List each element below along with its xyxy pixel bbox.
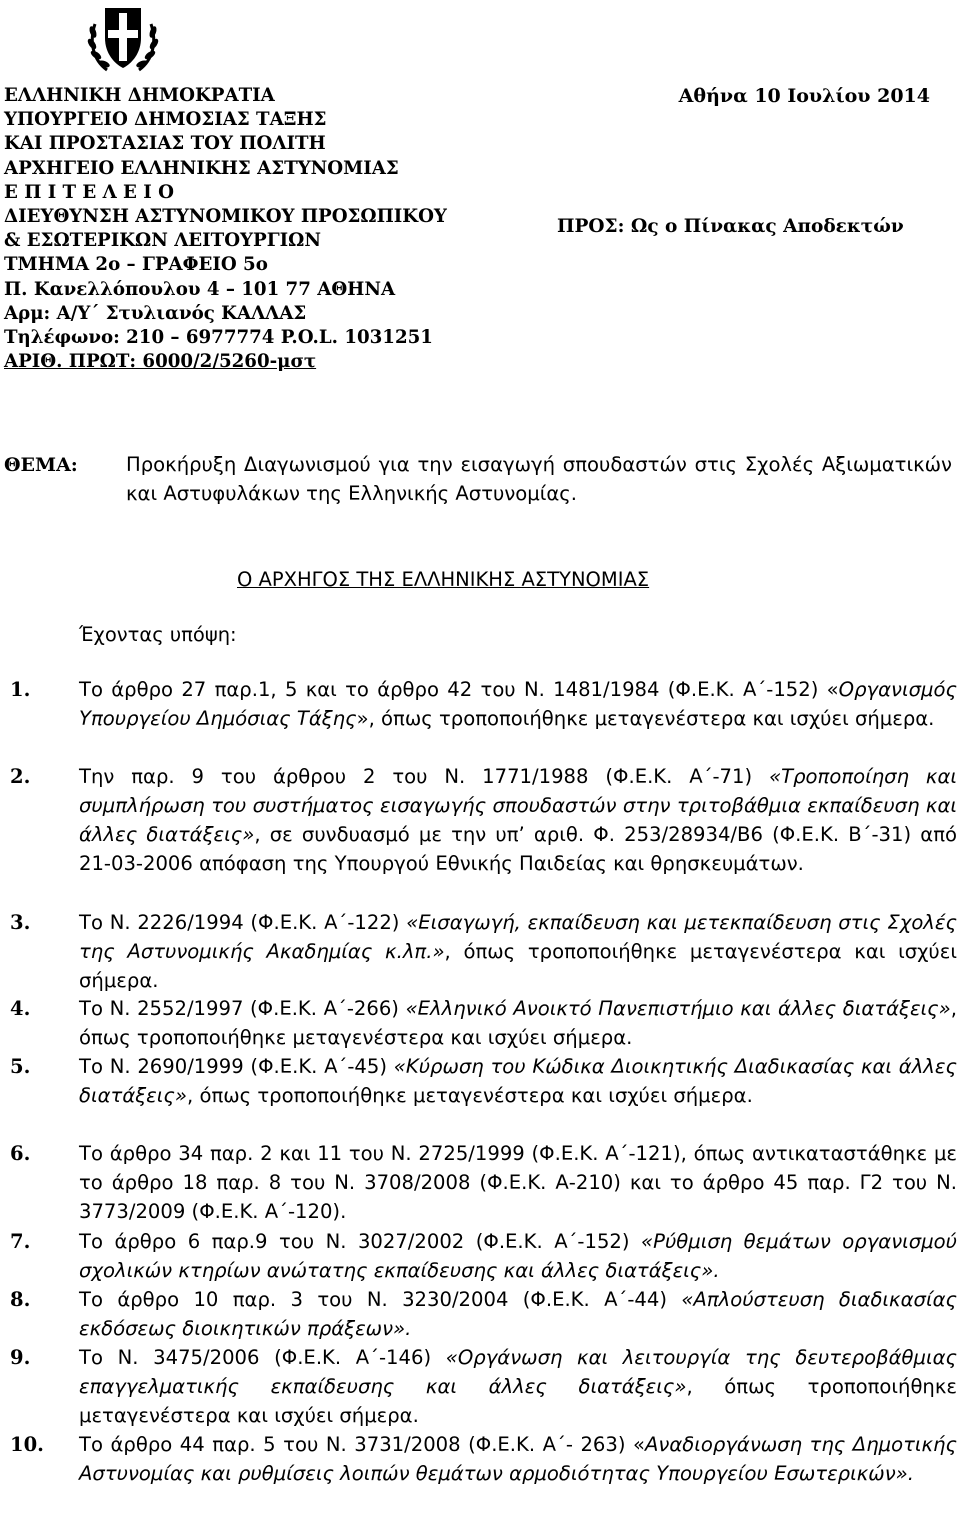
issuer-line: ΤΜΗΜΑ 2ο – ΓΡΑΦΕΙΟ 5ο [4,254,268,276]
issuer-line: Ε Π Ι Τ Ε Λ Ε Ι Ο [4,181,174,203]
list-item-text [79,994,957,1052]
list-item-number: 3. [10,911,31,934]
list-item-text-segment: , όπως τροποποιήθηκε μεταγενέστερα και ισχύει σήμερα. [79,1375,957,1427]
list-item-text-segment: , όπως τροποποιήθηκε μεταγενέστερα και ισχύει σήμερα. [79,940,957,992]
having-regard-label: Έχοντας υπόψη: [79,623,237,646]
list-item-text-segment: Το άρθρο 27 παρ.1, 5 και το άρθρο 42 του Ν. 1481/1984 (Φ.Ε.Κ. Α΄-152) « [79,678,839,701]
issuer-line: & ΕΣΩΤΕΡΙΚΩΝ ΛΕΙΤΟΥΡΓΙΩΝ [4,230,321,252]
list-item-text-segment: , όπως τροποποιήθηκε μεταγενέστερα και ισχύει σήμερα. [187,1084,753,1107]
list-item-text [79,1285,957,1343]
issuer-line: Π. Κανελλόπουλου 4 – 101 77 ΑΘΗΝΑ [4,278,396,300]
list-item-text-segment: , σε συνδυασμό με την υπ’ αριθ. Φ. 253/28934/Β6 (Φ.Ε.Κ. Β΄-31) από 21-03-2006 απόφαση της Υπουργού Εθνικής Παιδείας και θρησκευμάτων. [79,823,957,875]
list-item-text [79,675,957,733]
list-item-text [79,1343,957,1430]
list-item-text-segment: Το άρθρο 44 παρ. 5 του Ν. 3731/2008 (Φ.Ε.Κ. Α΄- 263) « [79,1433,646,1456]
issuer-line: Αρμ: Α/Υ΄ Στυλιανός ΚΑΛΛΑΣ [4,302,307,324]
list-item-text [79,1052,957,1110]
list-item-text [79,762,957,878]
issuer-line: ΕΛΛΗΝΙΚΗ ΔΗΜΟΚΡΑΤΙΑ [4,85,275,106]
list-item-number: 10. [10,1433,44,1456]
list-item-number: 2. [10,765,31,788]
list-item-text [79,1227,957,1285]
list-item-text-segment: Το Ν. 2226/1994 (Φ.Ε.Κ. Α΄-122) [79,911,407,934]
list-item-number: 4. [10,997,31,1020]
subject-text: Προκήρυξη Διαγωνισμού για την εισαγωγή σπουδαστών στις Σχολές Αξιωματικών και Αστυφυλάκων της Ελληνικής Αστυνομίας. [126,453,952,505]
list-item-text-segment: Το Ν. 2690/1999 (Φ.Ε.Κ. Α΄-45) [79,1055,394,1078]
list-item-title-italic: Αναδιοργάνωση της Δημοτικής Αστυνομίας και ρυθμίσεις λοιπών θεμάτων αρμοδιότητας Υπουργείου Εσωτερικών». [79,1433,957,1485]
list-item-title-italic: «Εισαγωγή, εκπαίδευση και μετεκπαίδευση στις Σχολές της Αστυνομικής Ακαδημίας κ.λπ.» [79,911,957,963]
list-item-text-segment: Το Ν. 2552/1997 (Φ.Ε.Κ. Α΄-266) [79,997,406,1020]
issuer-line: ΥΠΟΥΡΓΕΙΟ ΔΗΜΟΣΙΑΣ ΤΑΞΗΣ [4,109,327,131]
list-item-title-italic: «Κύρωση του Κώδικα Διοικητικής Διαδικασίας και άλλες διατάξεις» [79,1055,957,1107]
list-item-text-segment: Το άρθρο 34 παρ. 2 και 11 του Ν. 2725/1999 (Φ.Ε.Κ. Α΄-121), όπως αντικαταστάθηκε με το άρθρο 18 παρ. 8 του Ν. 3708/2008 (Φ.Ε.Κ. Α-210) και το άρθρο 45 παρ. Γ2 του Ν. 3773/2009 (Φ.Ε.Κ. Α΄-120). [79,1142,957,1223]
issuer-line: Τηλέφωνο: 210 – 6977774 P.O.L. 1031251 [4,327,433,349]
list-item-number: 9. [10,1346,31,1369]
list-item-title-italic: «Απλούστευση διαδικασίας εκδόσεως διοικητικών πράξεων». [79,1288,957,1340]
list-item-number: 7. [10,1230,31,1253]
list-item-text [79,1139,957,1226]
list-item-text [79,908,957,995]
list-item-title-italic: «Τροποποίηση και συμπλήρωση του συστήματος εισαγωγής σπουδαστών στην τριτοβάθμια εκπαίδευση και άλλες διατάξεις» [79,765,958,846]
document-date: Αθήνα 10 Ιουλίου 2014 [678,85,930,107]
list-item-number: 6. [10,1142,31,1165]
chief-heading: Ο ΑΡΧΗΓΟΣ ΤΗΣ ΕΛΛΗΝΙΚΗΣ ΑΣΤΥΝΟΜΙΑΣ [237,568,650,591]
list-item-text-segment: Το Ν. 3475/2006 (Φ.Ε.Κ. Α΄-146) [79,1346,446,1369]
list-item-number: 8. [10,1288,31,1311]
protocol-number: ΑΡΙΘ. ΠΡΩΤ: 6000/2/5260-μστ [4,351,317,373]
list-item-title-italic: «Ελληνικό Ανοικτό Πανεπιστήμιο και άλλες διατάξεις» [405,997,951,1020]
list-item-text-segment: , όπως τροποποιήθηκε μεταγενέστερα και ισχύει σήμερα. [79,997,957,1049]
issuer-line: ΑΡΧΗΓΕΙΟ ΕΛΛΗΝΙΚΗΣ ΑΣΤΥΝΟΜΙΑΣ [4,157,399,179]
list-item-text-segment: », όπως τροποποιήθηκε μεταγενέστερα και ισχύει σήμερα. [356,707,935,730]
list-item-number: 5. [10,1055,31,1078]
recipient-line: ΠΡΟΣ: Ως ο Πίνακας Αποδεκτών [557,216,904,237]
subject-label: ΘΕΜΑ: [4,454,78,476]
issuer-line: ΚΑΙ ΠΡΟΣΤΑΣΙΑΣ ΤΟΥ ΠΟΛΙΤΗ [4,133,326,155]
list-item-title-italic: Οργανισμός Υπουργείου Δημόσιας Τάξης [79,678,957,730]
list-item-number: 1. [10,678,31,701]
list-item-text-segment: Την παρ. 9 του άρθρου 2 του Ν. 1771/1988 (Φ.Ε.Κ. Α΄-71) [79,765,770,788]
list-item-text [79,1430,957,1488]
list-item-title-italic: «Οργάνωση και λειτουργία της δευτεροβάθμιας επαγγελματικής εκπαίδευσης και άλλες διατάξεις» [79,1346,957,1398]
issuer-line: ΔΙΕΥΘΥΝΣΗ ΑΣΤΥΝΟΜΙΚΟΥ ΠΡΟΣΩΠΙΚΟΥ [4,206,447,228]
list-item-text-segment: Το άρθρο 10 παρ. 3 του Ν. 3230/2004 (Φ.Ε.Κ. Α΄-44) [79,1288,682,1311]
list-item-text-segment: Το άρθρο 6 παρ.9 του Ν. 3027/2002 (Φ.Ε.Κ. Α΄-152) [79,1230,642,1253]
list-item-title-italic: «Ρύθμιση θεμάτων οργανισμού σχολικών κτηρίων ανώτατης εκπαίδευσης και άλλες διατάξεις». [79,1230,957,1282]
